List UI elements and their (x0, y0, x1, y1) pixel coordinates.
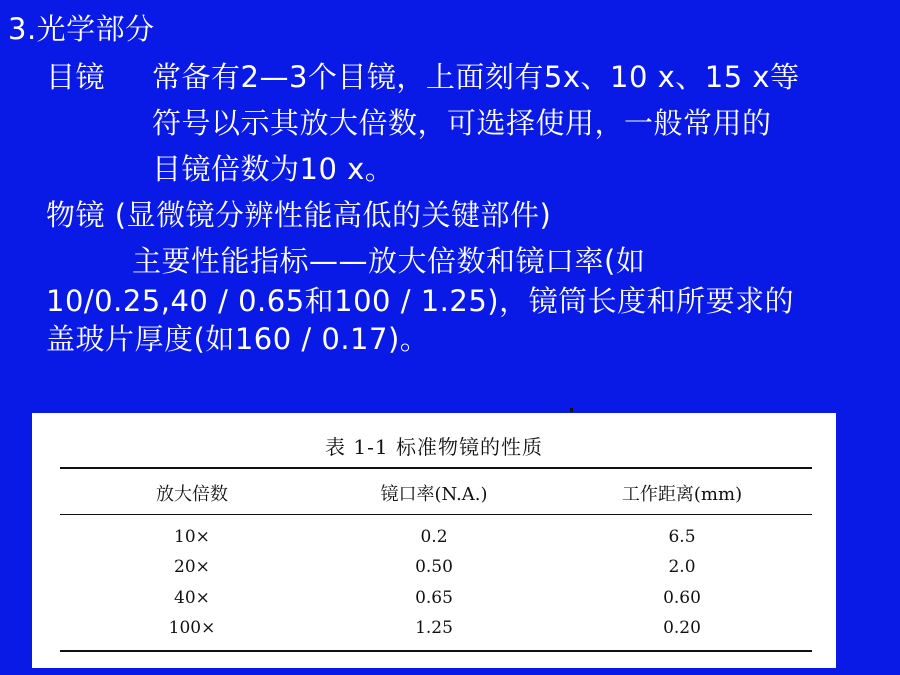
table-cell: 0.60 (663, 588, 701, 608)
table-caption: 表 1-1 标准物镜的性质 (325, 435, 543, 459)
objective-line-1: 主要性能指标——放大倍数和镜口率(如 (132, 244, 646, 278)
table-cell: 20× (174, 557, 210, 577)
objective-line-2: 10/0.25,40 / 0.65和100 / 1.25)，镜筒长度和所要求的 (46, 284, 795, 318)
table-cell: 2.0 (668, 557, 696, 577)
table-cell: 10× (174, 527, 210, 547)
eyepiece-label: 目镜 (46, 60, 106, 94)
table-cell: 6.5 (668, 527, 696, 547)
table-bottom-rule (60, 650, 812, 652)
table-cell: 0.65 (415, 588, 453, 608)
eyepiece-line-1: 常备有2—3个目镜，上面刻有5x、10 x、15 x等 (152, 60, 800, 94)
table-cell: 0.2 (420, 527, 448, 547)
table-cell: 0.20 (663, 618, 701, 638)
objective-line-3: 盖玻片厚度(如160 / 0.17)。 (46, 322, 430, 356)
table-header-working-distance: 工作距离(mm) (621, 484, 743, 505)
table-cell: 40× (174, 588, 210, 608)
table-top-rule (60, 467, 812, 469)
table-header-rule (60, 514, 812, 515)
eyepiece-line-2: 符号以示其放大倍数，可选择使用，一般常用的 (152, 106, 772, 140)
table-header-na: 镜口率(N.A.) (380, 484, 488, 505)
objective-heading: 物镜 (显微镜分辨性能高低的关键部件) (46, 198, 552, 232)
eyepiece-line-3: 目镜倍数为10 x。 (152, 152, 395, 186)
table-cell: 0.50 (415, 557, 453, 577)
scan-mark (570, 408, 573, 412)
section-title: 3.光学部分 (8, 12, 155, 46)
table-cell: 100× (168, 618, 216, 638)
table-header-magnification: 放大倍数 (156, 484, 228, 505)
objective-table-image (32, 413, 836, 668)
table-cell: 1.25 (415, 618, 453, 638)
